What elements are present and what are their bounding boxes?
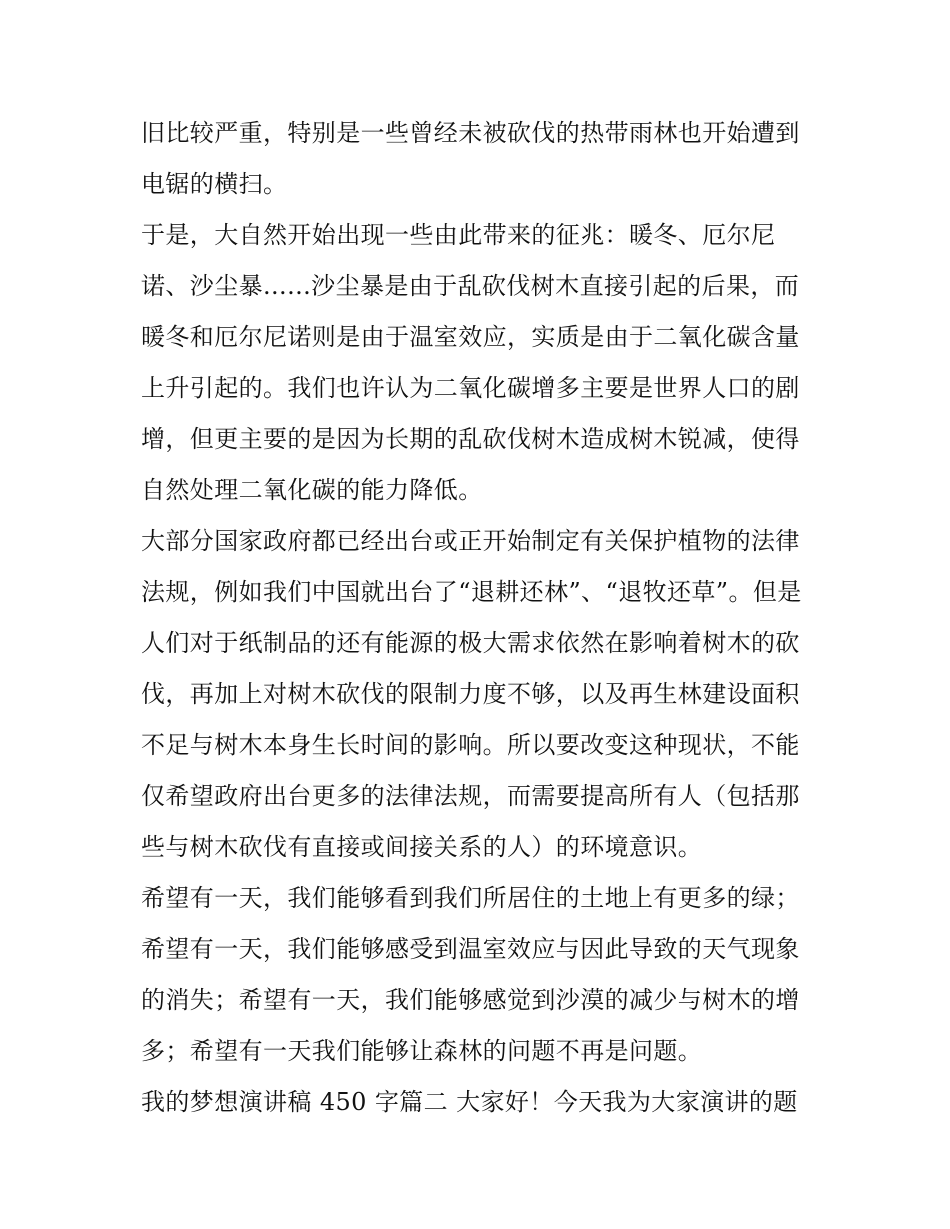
text-line: 诺、沙尘暴......沙尘暴是由于乱砍伐树木直接引起的后果，而 bbox=[141, 272, 800, 300]
text-line: 旧比较严重，特别是一些曾经未被砍伐的热带雨林也开始遭到 bbox=[141, 119, 800, 147]
text-line: 大部分国家政府都已经出台或正开始制定有关保护植物的法律 bbox=[141, 527, 800, 555]
text-line: 的消失；希望有一天，我们能够感觉到沙漠的减少与树木的增 bbox=[141, 986, 800, 1014]
text-line: 暖冬和厄尔尼诺则是由于温室效应，实质是由于二氧化碳含量 bbox=[141, 323, 800, 351]
text-line: 仅希望政府出台更多的法律法规，而需要提高所有人（包括那 bbox=[141, 782, 800, 810]
text-line: 希望有一天，我们能够看到我们所居住的土地上有更多的绿； bbox=[141, 884, 800, 912]
text-line: 上升引起的。我们也许认为二氧化碳增多主要是世界人口的剧 bbox=[141, 374, 800, 402]
text-line: 增，但更主要的是因为长期的乱砍伐树木造成树木锐减，使得 bbox=[141, 425, 800, 453]
text-line: 伐，再加上对树木砍伐的限制力度不够，以及再生林建设面积 bbox=[141, 680, 800, 708]
text-line: 我的梦想演讲稿 450 字篇二 大家好！今天我为大家演讲的题 bbox=[141, 1088, 798, 1116]
text-line: 希望有一天，我们能够感受到温室效应与因此导致的天气现象 bbox=[141, 935, 800, 963]
text-line: 不足与树木本身生长时间的影响。所以要改变这种现状，不能 bbox=[141, 731, 800, 759]
text-line: 多；希望有一天我们能够让森林的问题不再是问题。 bbox=[141, 1037, 703, 1065]
text-line: 于是，大自然开始出现一些由此带来的征兆：暖冬、厄尔尼 bbox=[141, 221, 776, 249]
document-body bbox=[141, 108, 821, 1128]
text-line: 些与树木砍伐有直接或间接关系的人）的环境意识。 bbox=[141, 833, 703, 861]
text-line: 自然处理二氧化碳的能力降低。 bbox=[141, 476, 483, 504]
text-line: 人们对于纸制品的还有能源的极大需求依然在影响着树木的砍 bbox=[141, 629, 800, 657]
text-line: 电锯的横扫。 bbox=[141, 170, 288, 198]
text-line: 法规，例如我们中国就出台了“退耕还林”、“退牧还草”。但是 bbox=[141, 578, 802, 606]
